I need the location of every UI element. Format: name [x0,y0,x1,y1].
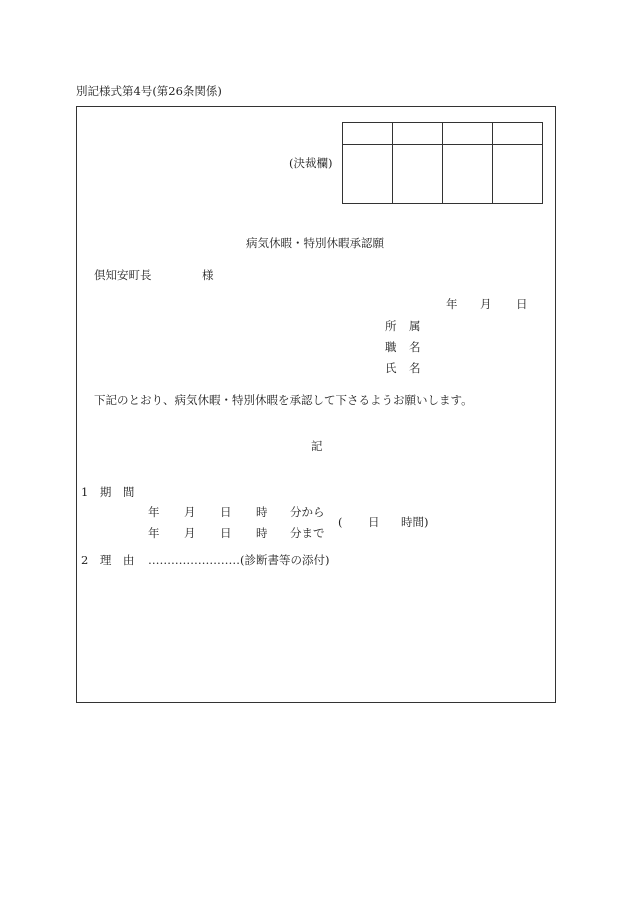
request-text: 下記のとおり、病気休暇・特別休暇を承認して下さるようお願いします。 [94,393,473,407]
position-label-1: 職 [385,340,397,354]
addressee-name: 倶知安町長 [94,268,152,282]
period-to-minute[interactable]: 分まで [290,526,325,540]
period-from-day[interactable]: 日 [220,505,232,519]
affiliation-label-1: 所 [385,319,397,333]
date-year[interactable]: 年 [446,297,458,311]
affiliation-label-2: 属 [409,319,421,333]
period-from-year[interactable]: 年 [148,505,160,519]
form-number: 別記様式第4号(第26条関係) [76,84,222,98]
period-to-month[interactable]: 月 [184,526,196,540]
reason-field[interactable]: ……………………(診断書等の添付) [148,553,330,567]
period-to-year[interactable]: 年 [148,526,160,540]
ki-heading: 記 [311,439,323,453]
period-from-month[interactable]: 月 [184,505,196,519]
stamp-header-cell [393,123,443,145]
period-to-hour[interactable]: 時 [256,526,268,540]
stamp-header-cell [443,123,493,145]
stamp-cell[interactable] [343,145,393,204]
period-to-day[interactable]: 日 [220,526,232,540]
date-day[interactable]: 日 [516,297,528,311]
date-month[interactable]: 月 [480,297,492,311]
stamp-cell[interactable] [493,145,543,204]
total-paren-open: ( [338,515,343,529]
stamp-header-cell [343,123,393,145]
form-title: 病気休暇・特別休暇承認願 [246,236,384,250]
position-label-2: 名 [409,340,421,354]
approval-stamp-grid [342,122,543,204]
approval-label: (決裁欄) [289,156,333,170]
period-label: 1 期 間 [81,485,135,499]
total-hours[interactable]: 時間) [401,515,429,529]
total-days[interactable]: 日 [368,515,380,529]
reason-label: 2 理 由 [81,553,135,567]
stamp-cell[interactable] [443,145,493,204]
addressee-honorific: 様 [202,268,214,282]
name-label-1: 氏 [385,361,397,375]
period-from-hour[interactable]: 時 [256,505,268,519]
stamp-header-cell [493,123,543,145]
name-label-2: 名 [409,361,421,375]
stamp-cell[interactable] [393,145,443,204]
period-from-minute[interactable]: 分から [290,505,325,519]
